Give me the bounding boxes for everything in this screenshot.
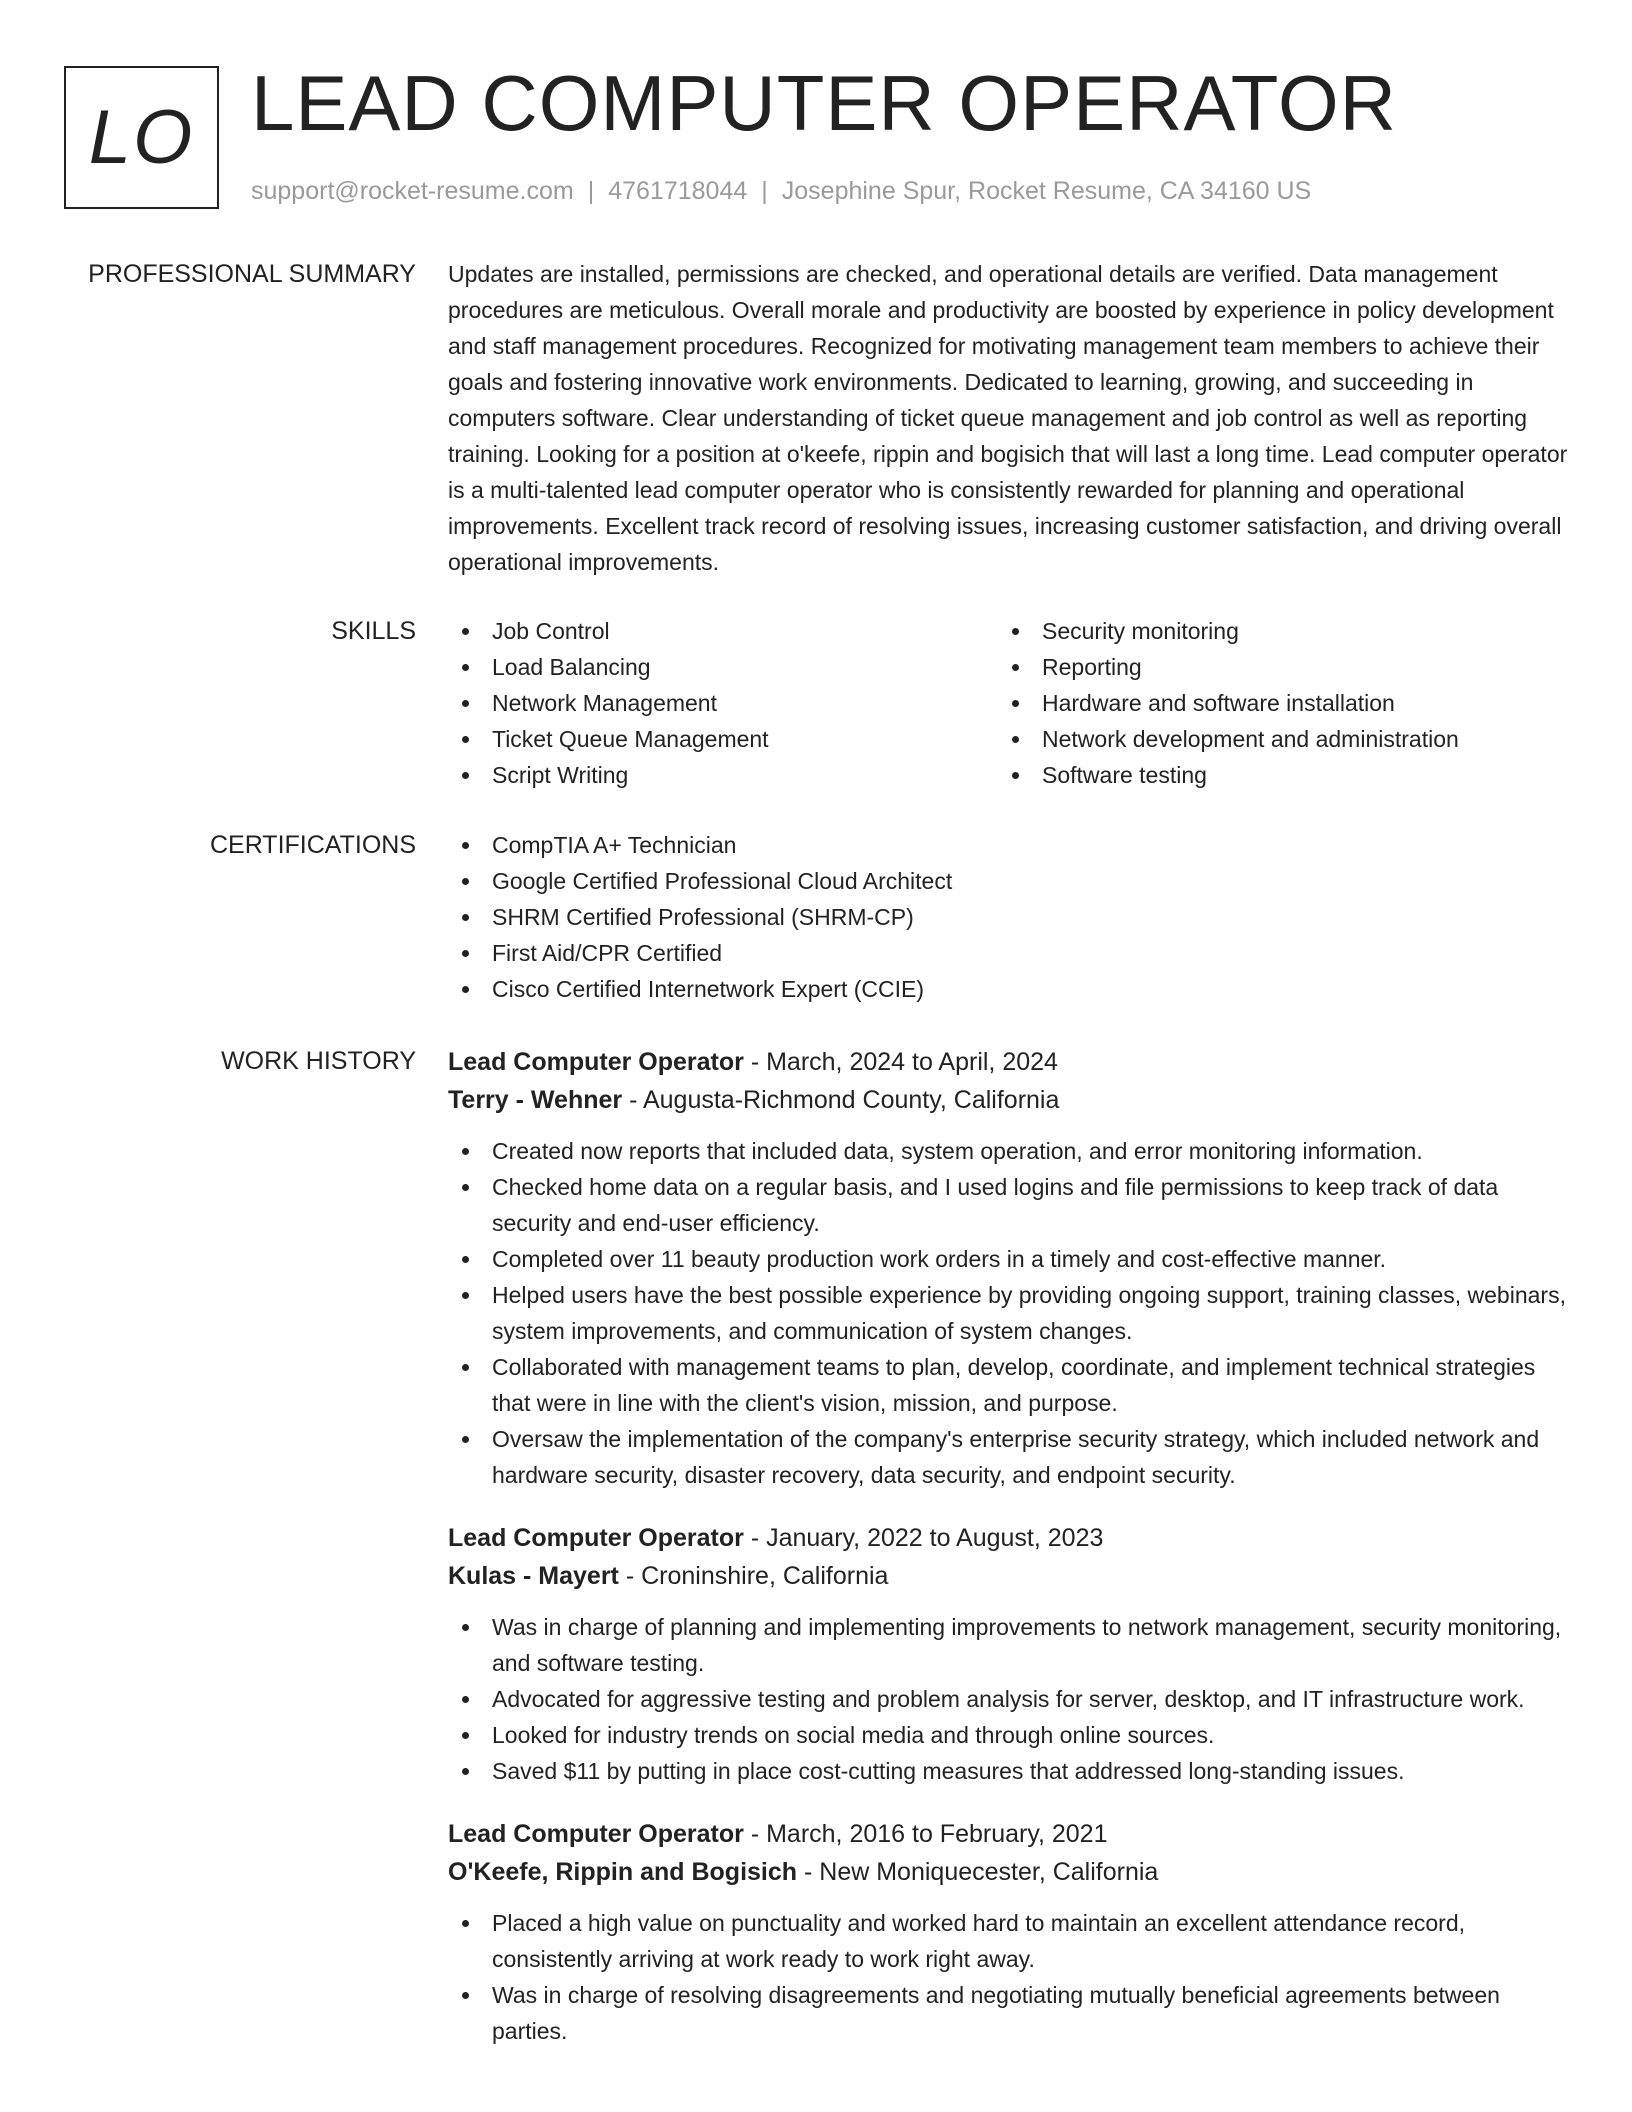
job-location: Augusta-Richmond County, California (642, 1086, 1060, 1114)
skill-item: Script Writing (448, 757, 998, 793)
summary-text: Updates are installed, permissions are checked, and operational details are verified. Data management procedures are meticulous. Overall morale and productivity are boosted by experience in policy development and staff management procedures. Recognized for motivating management team members to achieve their goals and fostering innovative work environments. Dedicated to learning, growing, and succeeding in computers software. Clear understanding of ticket queue management and job control as well as reporting training. Looking for a position at o'keefe, rippin and bogisich that will last a long time. Lead computer operator is a multi-talented lead computer operator who is consistently rewarded for planning and operational improvements. Excellent track record of resolving issues, increasing customer satisfaction, and driving overall operational improvements. (448, 261, 1568, 575)
work-history-body (448, 1043, 1568, 2075)
skill-item: Security monitoring (998, 613, 1548, 649)
contact-address: Josephine Spur, Rocket Resume, CA 34160 US (781, 177, 1312, 205)
skill-item: Load Balancing (448, 649, 998, 685)
skill-item: Reporting (998, 649, 1548, 685)
job-bullet: Checked home data on a regular basis, and I used logins and file permissions to keep track of data security and end-user efficiency. (448, 1169, 1568, 1241)
job-company: O'Keefe, Rippin and Bogisich (448, 1858, 798, 1886)
certification-item: CompTIA A+ Technician (448, 827, 1568, 863)
section-title-work-history: WORK HISTORY (221, 1047, 416, 1075)
job-bullet: Advocated for aggressive testing and problem analysis for server, desktop, and IT infrastructure work. (448, 1681, 1568, 1717)
job-title-line (448, 1043, 1568, 1081)
job-bullets (448, 1905, 1568, 2049)
job-dash: - (797, 1858, 820, 1886)
job-dates: March, 2016 to February, 2021 (766, 1820, 1108, 1848)
page-title: LEAD COMPUTER OPERATOR (251, 59, 1397, 147)
job-role: Lead Computer Operator (448, 1048, 744, 1076)
job-bullet: Completed over 11 beauty production work orders in a timely and cost-effective manner. (448, 1241, 1568, 1277)
job-company-line (448, 1557, 1568, 1595)
job-bullets (448, 1609, 1568, 1789)
certification-item: First Aid/CPR Certified (448, 935, 1568, 971)
section-title-summary: PROFESSIONAL SUMMARY (88, 260, 416, 288)
job-dates: March, 2024 to April, 2024 (766, 1048, 1058, 1076)
job-bullets (448, 1133, 1568, 1493)
job-dash: - (743, 1524, 767, 1552)
job-dash: - (622, 1086, 643, 1114)
job-company: Terry - Wehner (448, 1086, 623, 1114)
job-entry (448, 1519, 1568, 1789)
job-bullet: Was in charge of resolving disagreements and negotiating mutually beneficial agreements between parties. (448, 1977, 1568, 2049)
skill-item: Network Management (448, 685, 998, 721)
skills-body (448, 613, 1568, 793)
contact-separator: | (587, 177, 595, 205)
skill-item: Hardware and software installation (998, 685, 1548, 721)
job-company: Kulas - Mayert (448, 1562, 619, 1590)
job-bullet: Collaborated with management teams to plan, develop, coordinate, and implement technical strategies that were in line with the client's vision, mission, and purpose. (448, 1349, 1568, 1421)
job-location: New Moniquecester, California (819, 1858, 1159, 1886)
job-entry (448, 1043, 1568, 1493)
job-dash: - (743, 1048, 767, 1076)
skill-item: Network development and administration (998, 721, 1548, 757)
job-dash: - (743, 1820, 767, 1848)
skill-item: Software testing (998, 757, 1548, 793)
skill-item: Ticket Queue Management (448, 721, 998, 757)
job-bullet: Oversaw the implementation of the company's enterprise security strategy, which included network and hardware security, disaster recovery, data security, and endpoint security. (448, 1421, 1568, 1493)
contact-phone[interactable]: 4761718044 (608, 177, 748, 205)
job-bullet: Looked for industry trends on social media and through online sources. (448, 1717, 1568, 1753)
section-title-skills: SKILLS (331, 617, 416, 645)
job-entry (448, 1815, 1568, 2049)
job-bullet: Placed a high value on punctuality and worked hard to maintain an excellent attendance record, consistently arriving at work ready to work right away. (448, 1905, 1568, 1977)
job-bullet: Was in charge of planning and implementing improvements to network management, security monitoring, and software testing. (448, 1609, 1568, 1681)
job-company-line (448, 1081, 1568, 1119)
certification-item: Cisco Certified Internetwork Expert (CCIE) (448, 971, 1568, 1007)
certifications-list (448, 827, 1568, 1007)
certification-item: Google Certified Professional Cloud Architect (448, 863, 1568, 899)
skills-list-left (448, 613, 998, 793)
contact-line (251, 174, 1311, 208)
job-title-line (448, 1519, 1568, 1557)
job-role: Lead Computer Operator (448, 1820, 744, 1848)
contact-email[interactable]: support@rocket-resume.com (251, 177, 574, 205)
job-location: Croninshire, California (641, 1562, 889, 1590)
monogram-text: LO (88, 95, 195, 180)
certification-item: SHRM Certified Professional (SHRM-CP) (448, 899, 1568, 935)
job-title-line (448, 1815, 1568, 1853)
job-bullet: Helped users have the best possible experience by providing ongoing support, training classes, webinars, system improvements, and communication of system changes. (448, 1277, 1568, 1349)
job-dash: - (618, 1562, 642, 1590)
job-role: Lead Computer Operator (448, 1524, 744, 1552)
skills-list-right (998, 613, 1548, 793)
contact-separator: | (761, 177, 768, 205)
summary-body (448, 256, 1568, 580)
job-bullet: Saved $11 by putting in place cost-cutting measures that addressed long-standing issues. (448, 1753, 1568, 1789)
job-dates: January, 2022 to August, 2023 (766, 1524, 1104, 1552)
monogram-logo (64, 66, 219, 209)
job-company-line (448, 1853, 1568, 1891)
job-bullet: Created now reports that included data, system operation, and error monitoring information. (448, 1133, 1568, 1169)
certifications-body (448, 827, 1568, 1007)
skill-item: Job Control (448, 613, 998, 649)
section-title-certifications: CERTIFICATIONS (209, 831, 416, 859)
